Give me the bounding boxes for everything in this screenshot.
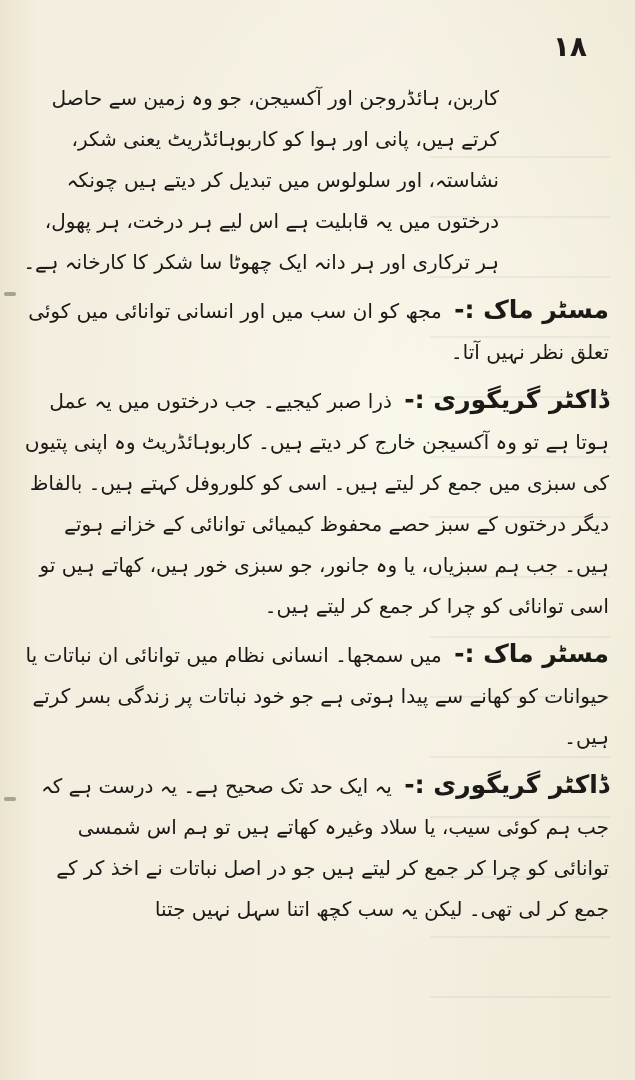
- speaker-name: مسٹر ماک :-: [454, 639, 609, 668]
- opening-paragraph: کاربن، ہائڈروجن اور آکسیجن، جو وہ زمین سے حاصل کرتے ہیں، پانی اور ہوا کو کاربوہائڈریٹ یعنی شکر، نشاستہ، اور سلولوس میں تبدیل کر دیتے ہیں چونکہ درختوں میں یہ قابلیت ہے اس لیے ہر درخت، ہر پھول، ہر ترکاری اور ہر دانہ ایک چھوٹا سا شکر کا کارخانہ ہے۔: [23, 86, 499, 274]
- dialogue-entry: [18, 764, 609, 930]
- page-number: ۱۸: [552, 30, 587, 63]
- speech-text: میں سمجھا۔ انسانی نظام میں توانائی ان نباتات یا حیوانات کو کھانے سے پیدا ہوتی ہے جو خود نباتات پر زندگی بسر کرتے ہیں۔: [25, 643, 609, 749]
- binding-hole-mark: [4, 797, 16, 801]
- speaker-name: ڈاکٹر گریگوری :-: [404, 385, 609, 414]
- page-body: [18, 78, 609, 1040]
- dialogue-entry: [18, 289, 609, 373]
- binding-hole-mark: [4, 292, 16, 296]
- speech-text: مجھ کو ان سب میں اور انسانی توانائی میں کوئی تعلق نظر نہیں آتا۔: [28, 299, 609, 364]
- speech-text: یہ ایک حد تک صحیح ہے۔ یہ درست ہے کہ جب ہم کوئی سیب، یا سلاد وغیرہ کھاتے ہیں تو ہم اس شمسی توانائی کو چرا کر جمع کر لیتے ہیں جو در اصل نباتات نے اخذ کر کے جمع کر لی تھی۔ لیکن یہ سب کچھ اتنا سہل نہیں جتنا: [41, 774, 609, 921]
- speaker-name: ڈاکٹر گریگوری :-: [404, 770, 609, 799]
- speaker-name: مسٹر ماک :-: [454, 295, 609, 324]
- speech-text: ذرا صبر کیجیے۔ جب درختوں میں یہ عمل ہوتا ہے تو وہ آکسیجن خارج کر دیتے ہیں۔ کاربوہائڈریٹ وہ اپنی پتیوں کی سبزی میں جمع کر لیتے ہیں۔ اسی کو کلوروفل کہتے ہیں۔ بالفاظ دیگر درختوں کے سبز حصے محفوظ کیمیائی توانائی کے خزانے ہوتے ہیں۔ جب ہم سبزیاں، یا وہ جانور، جو سبزی خور ہیں، کھاتے ہیں تو اسی توانائی کو چرا کر جمع کر لیتے ہیں۔: [24, 389, 609, 618]
- dialogue-entry: [18, 379, 609, 627]
- dialogue-entry: [18, 633, 609, 758]
